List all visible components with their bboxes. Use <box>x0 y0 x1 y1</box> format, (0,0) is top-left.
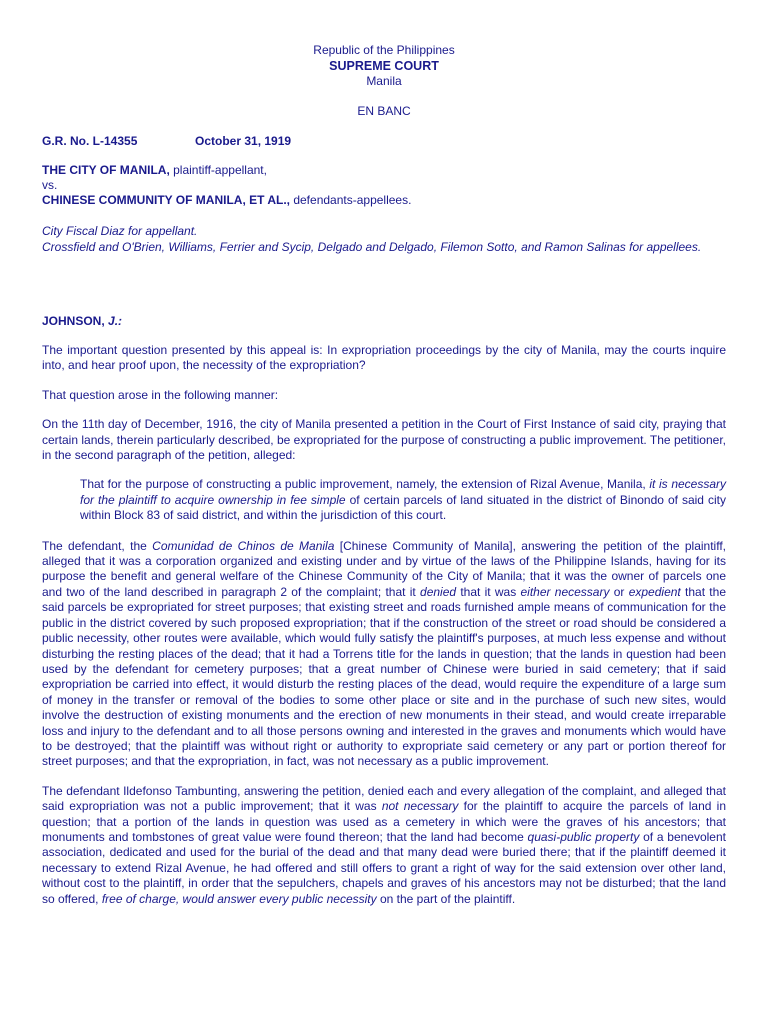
paragraph-5 <box>42 784 726 907</box>
text-run: [Chinese Community of Manila], answering the petition of the plaintiff, alleged that it was a corporation organized and existing under and by virtue of the laws of the Philippine Islands, having for its purpose the benefit and general welfare of the Chinese Community of the City of Manila; that it was the owner of parcels one and two of the land described in paragraph 2 of the complaint; that it <box>42 538 726 599</box>
republic-heading: Republic of the Philippines <box>313 43 455 57</box>
judge-suffix: J.: <box>108 314 123 328</box>
ponente <box>42 313 726 329</box>
paragraph-4 <box>42 539 726 770</box>
text-run: of a benevolent association, dedicated and used for the burial of the dead and that many dead were buried there; that if the plaintiff deemed it necessary to extend Rizal Avenue, he had offered and still offers to grant a right of way for the said extension over other land, without cost to the plaintiff, in order that the sepulchers, chapels and graves of his ancestors may not be disturbed; that the land so offered, <box>42 829 726 906</box>
appellant-counsel: City Fiscal Diaz for appellant. <box>42 224 198 238</box>
defendant-role: defendants-appellees. <box>290 193 412 207</box>
judge-name: JOHNSON, <box>42 314 109 328</box>
emphasis: Comunidad de Chinos de Manila <box>152 538 335 553</box>
case-parties <box>42 163 726 208</box>
quote-emphasis: it is necessary for the plaintiff to acquire ownership in fee simple <box>80 477 727 507</box>
gr-number: G.R. No. L-14355 <box>42 134 138 148</box>
text-run: that the said parcels be expropriated for street purposes; that existing street and roads furnished ample means of communication for the public in the district covered by such proposed expropriation; that if the construction of the street or road should be considered a public necessity, other routes were available, which would fully satisfy the plaintiff's purposes, at much less expense and without disturbing the resting places of the dead; that it had a Torrens title for the lands in question; that the lands in question had been used by the defendant for cemetery purposes; that a great number of Chinese were buried in said cemetery; that if said expropriation be carried into effect, it would disturb the resting places of the dead, would require the expenditure of a large sum of money in the transfer or removal of the bodies to some other place or site and in the purchase of such new sites, would involve the destruction of existing monuments and the erection of new monuments in their stead, and would create irreparable loss and injury to the defendant and to all those persons owning and interested in the graves and monuments which would have to be destroyed; that the plaintiff was without right or authority to expropriate said cemetery or any part or portion thereof for street purposes; and that the expropriation, in fact, was not necessary as a public improvement. <box>42 584 726 769</box>
text-run: that it was <box>456 584 521 599</box>
paragraph-2: That question arose in the following manner: <box>42 387 279 402</box>
plaintiff-name: THE CITY OF MANILA, <box>42 163 170 177</box>
text-run: The defendant, the <box>42 538 153 553</box>
opinion-body <box>42 343 726 921</box>
appellees-counsel: Crossfield and O'Brien, Williams, Ferrier and Sycip, Delgado and Delgado, Filemon Sotto, and Ramon Salinas for appellees. <box>42 240 702 254</box>
emphasis: denied <box>420 584 457 599</box>
quote-text: That for the purpose of constructing a public improvement, namely, the extension of Rizal Avenue, Manila, <box>80 477 650 492</box>
emphasis: expedient <box>628 584 681 599</box>
division-heading: EN BANC <box>357 104 411 118</box>
case-number-line <box>42 134 726 149</box>
text-run: for the plaintiff to acquire the parcels of land in question; that a portion of the lands in question was used as a cemetery in which were the graves of his ancestors; that monuments and tombstones of great value were found thereon; that the land had become <box>42 799 726 844</box>
text-run: or <box>609 584 629 599</box>
quote-text: of certain parcels of land situated in the district of Binondo of said city within Block 83 of said district, and within the jurisdiction of this court. <box>80 492 726 523</box>
plaintiff-role: plaintiff-appellant, <box>169 163 267 177</box>
emphasis: not necessary <box>381 799 459 814</box>
plaintiff-line <box>42 163 726 178</box>
emphasis: quasi-public property <box>527 829 640 844</box>
petition-quote <box>80 477 726 523</box>
versus: vs. <box>42 178 58 192</box>
paragraph-3: On the 11th day of December, 1916, the city of Manila presented a petition in the Court of First Instance of said city, praying that certain lands, therein particularly described, be expropriated for the purpose of constructing a public improvement. The petitioner, in the second paragraph of the petition, alleged: <box>42 417 726 463</box>
counsel-block <box>42 223 726 255</box>
city-heading: Manila <box>366 74 402 88</box>
defendant-name: CHINESE COMMUNITY OF MANILA, ET AL., <box>42 193 290 207</box>
emphasis: free of charge, would answer every public necessity <box>101 891 377 906</box>
text-run: The defendant Ildefonso Tambunting, answering the petition, denied each and every allegation of the complaint, and alleged that said expropriation was not a public improvement; that it was <box>42 783 726 814</box>
defendant-line <box>42 193 726 208</box>
emphasis: either necessary <box>520 584 610 599</box>
decision-date: October 31, 1919 <box>195 134 292 148</box>
text-run: on the part of the plaintiff. <box>376 891 516 906</box>
paragraph-1: The important question presented by this appeal is: In expropriation proceedings by the city of Manila, may the courts inquire into, and hear proof upon, the necessity of the expropriation? <box>42 343 726 373</box>
court-heading: SUPREME COURT <box>329 59 439 73</box>
